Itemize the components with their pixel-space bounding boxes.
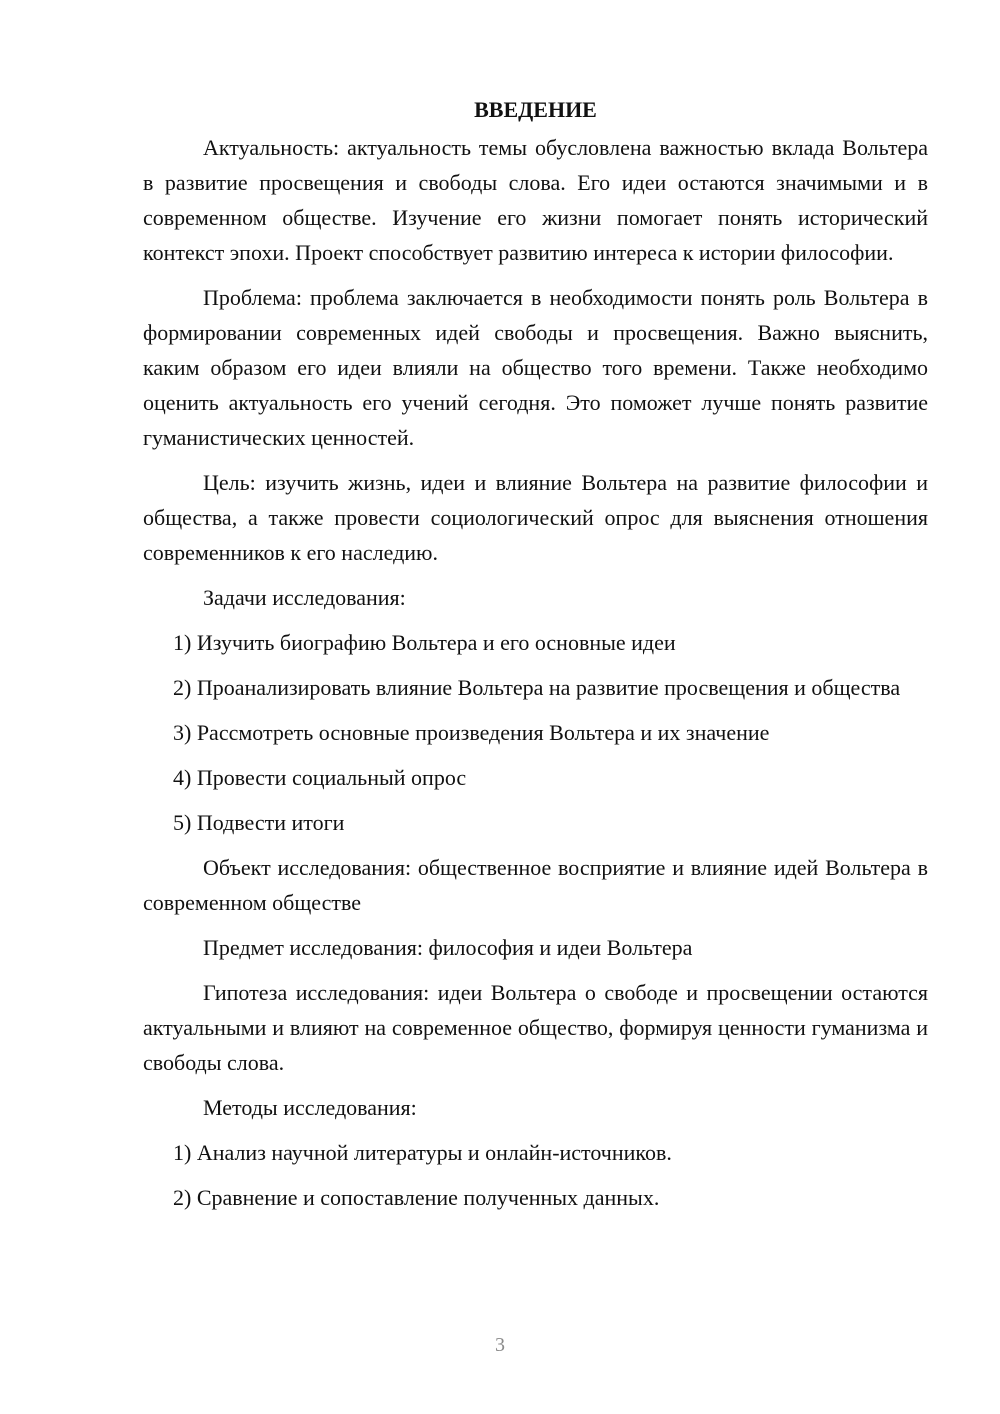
tasks-list xyxy=(143,625,928,840)
problem-paragraph: Проблема: проблема заключается в необходимости понять роль Вольтера в формировании современных идей свободы и просвещения. Важно выяснить, каким образом его идеи влияли на общество того времени. Также необходимо оценить актуальность его учений сегодня. Это поможет лучше понять развитие гуманистических ценностей. xyxy=(143,285,928,450)
task-item: 5) Подвести итоги xyxy=(173,810,345,835)
hypothesis-paragraph: Гипотеза исследования: идеи Вольтера о свободе и просвещении остаются актуальными и влияют на современное общество, формируя ценности гуманизма и свободы слова. xyxy=(143,980,928,1075)
relevance-paragraph: Актуальность: актуальность темы обусловлена важностью вклада Вольтера в развитие просвещения и свободы слова. Его идеи остаются значимыми и в современном обществе. Изучение его жизни помогает понять исторический контекст эпохи. Проект способствует развитию интереса к истории философии. xyxy=(143,135,928,265)
section-title: ВВЕДЕНИЕ xyxy=(474,97,597,122)
object-paragraph: Объект исследования: общественное восприятие и влияние идей Вольтера в современном обществе xyxy=(143,855,928,915)
task-item: 2) Проанализировать влияние Вольтера на развитие просвещения и общества xyxy=(173,675,901,700)
page-number: 3 xyxy=(495,1334,505,1356)
task-item: 4) Провести социальный опрос xyxy=(173,765,467,790)
methods-heading: Методы исследования: xyxy=(203,1095,417,1120)
task-item: 3) Рассмотреть основные произведения Вольтера и их значение xyxy=(173,720,770,745)
task-item: 1) Изучить биографию Вольтера и его основные идеи xyxy=(173,630,676,655)
document-page xyxy=(143,94,928,1225)
methods-list xyxy=(143,1135,928,1215)
goal-paragraph: Цель: изучить жизнь, идеи и влияние Вольтера на развитие философии и общества, а также провести социологический опрос для выяснения отношения современников к его наследию. xyxy=(143,470,928,565)
method-item: 1) Анализ научной литературы и онлайн-источников. xyxy=(173,1140,672,1165)
method-item: 2) Сравнение и сопоставление полученных данных. xyxy=(173,1185,660,1210)
tasks-heading: Задачи исследования: xyxy=(203,585,406,610)
subject-paragraph: Предмет исследования: философия и идеи Вольтера xyxy=(203,935,693,960)
